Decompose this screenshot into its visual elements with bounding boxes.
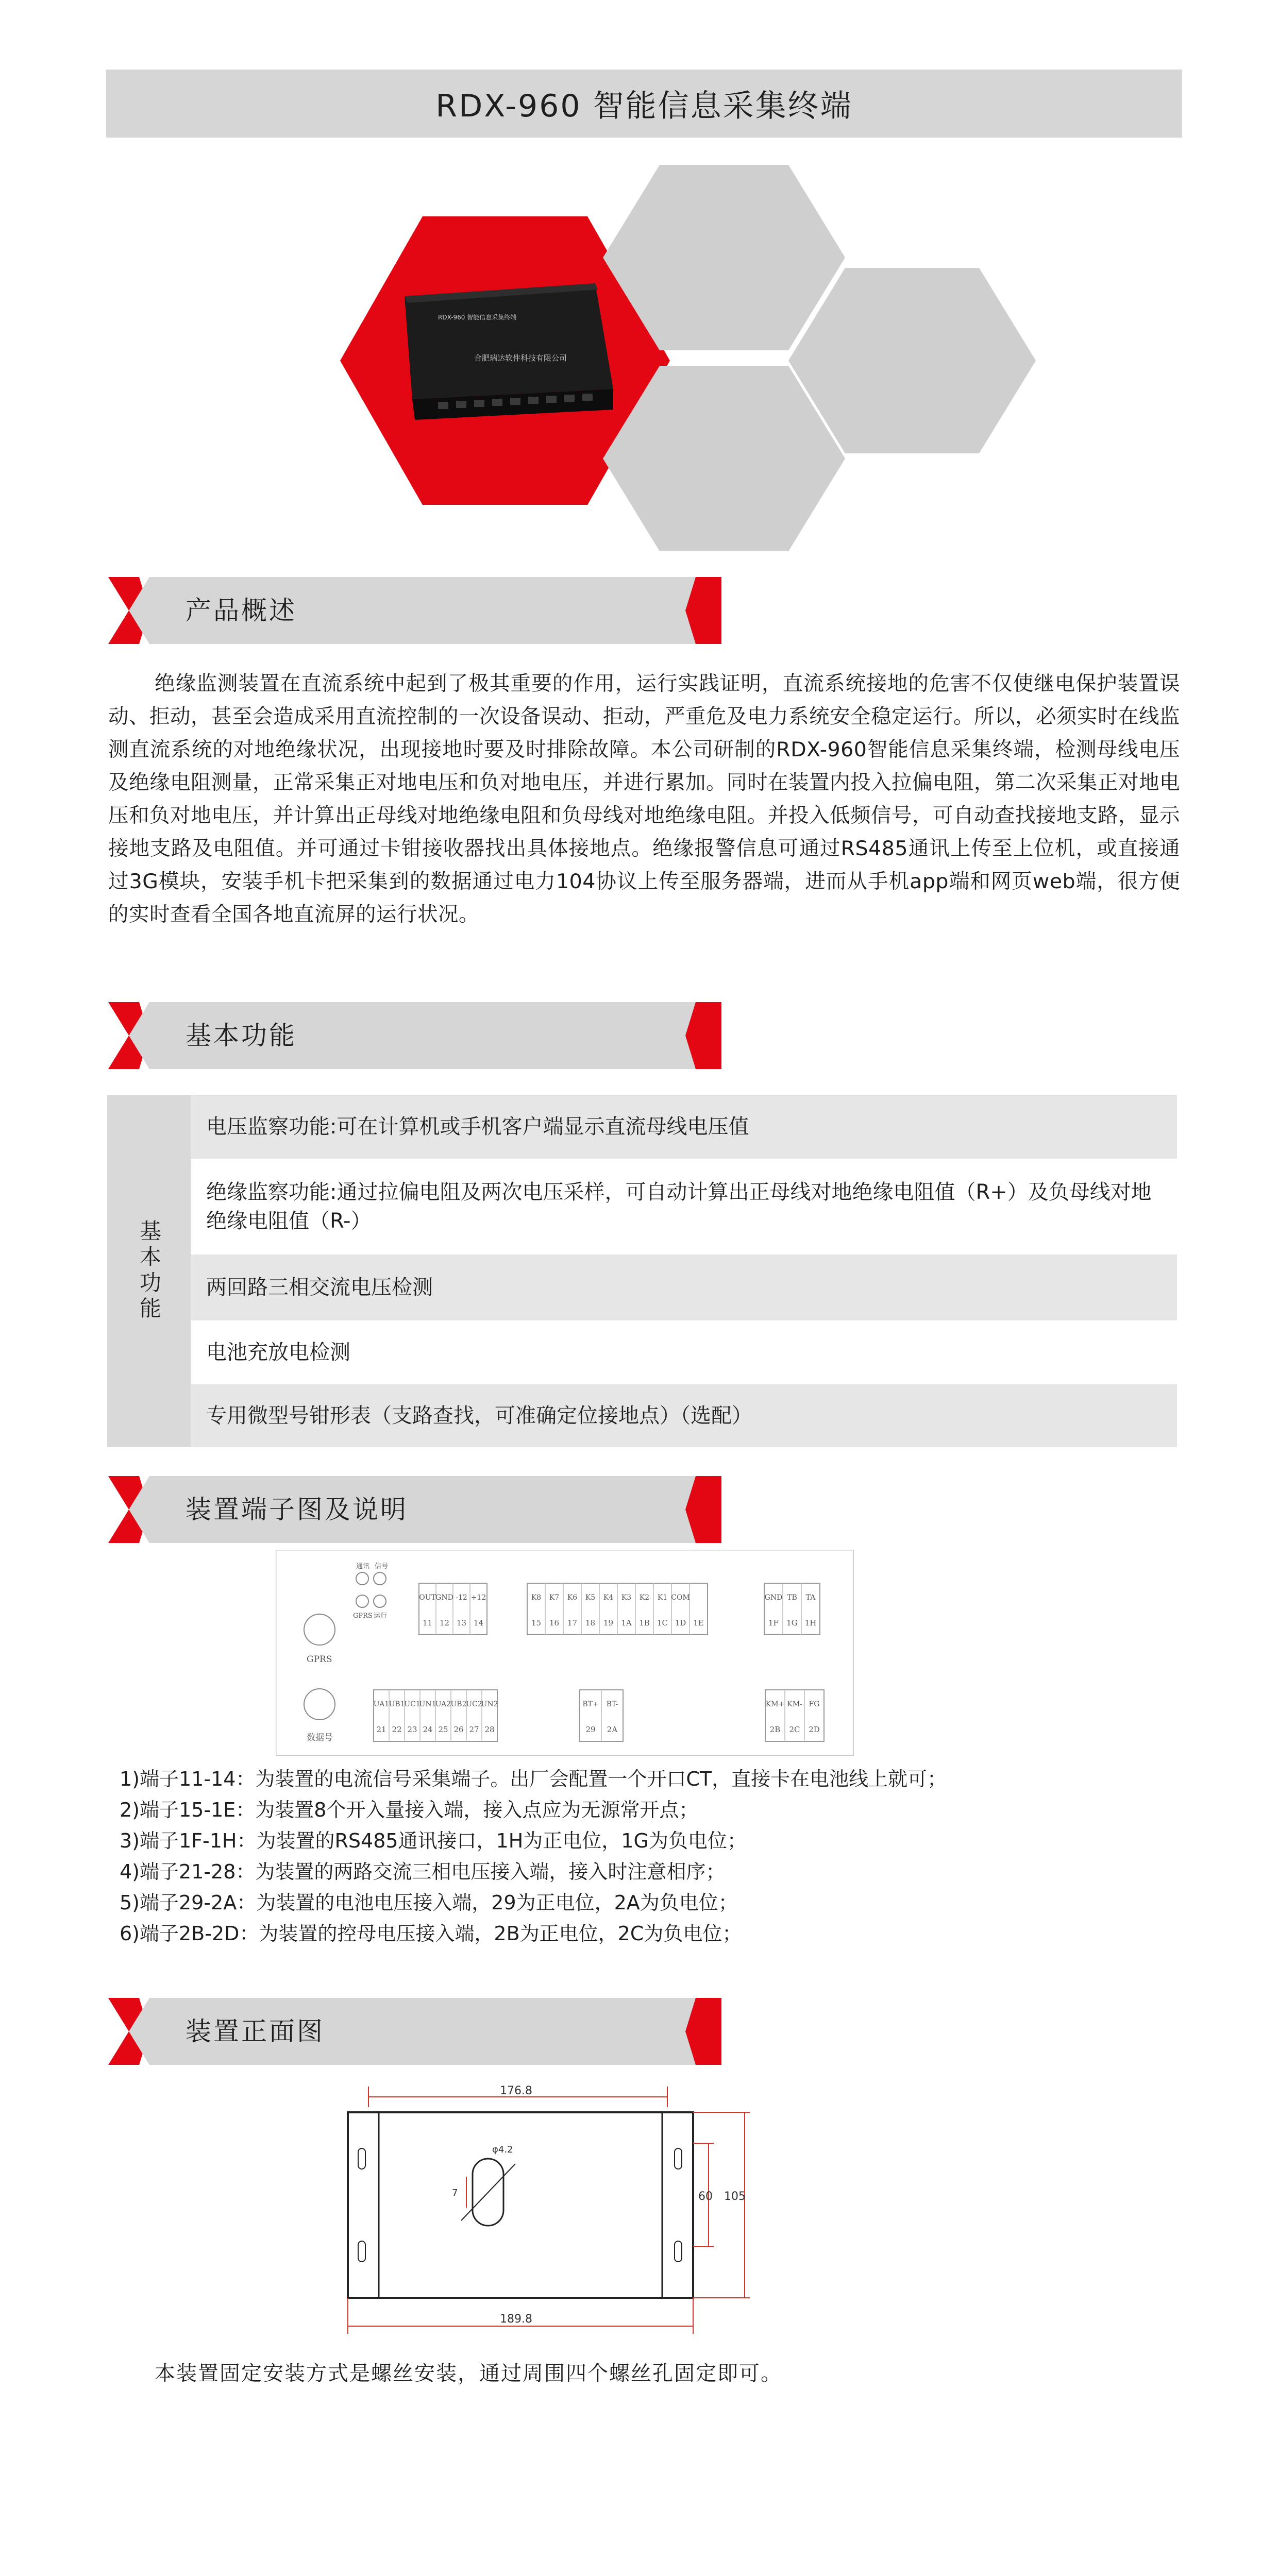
terminal-number: 16 — [549, 1618, 560, 1628]
terminal-number: 2D — [809, 1725, 820, 1734]
terminal-top-label: FG — [809, 1700, 820, 1708]
function-row — [191, 1384, 1177, 1447]
terminal-number: 1A — [621, 1618, 632, 1628]
terminal-number: 1B — [639, 1618, 650, 1628]
terminal-top-label: -12 — [456, 1594, 467, 1602]
dimension-right — [693, 2112, 750, 2298]
terminal-number: 1E — [693, 1618, 704, 1628]
terminal-top-label: K3 — [621, 1594, 632, 1602]
terminal-top-label: OUT — [419, 1594, 436, 1602]
functions-side-label: 基本功能 — [137, 1219, 162, 1323]
terminal-number: 27 — [469, 1725, 479, 1734]
terminal-top-label: BT- — [606, 1700, 618, 1708]
dimension-inner-label: 60 — [698, 2190, 713, 2203]
terminal-top-label: UB2 — [450, 1700, 467, 1708]
terminal-number: 1H — [804, 1618, 817, 1628]
terminal-note: 2)端子15-1E：为装置8个开入量接入端，接入点应为无源常开点； — [120, 1799, 699, 1821]
led-label: 通讯 — [356, 1563, 370, 1570]
terminal-note: 6)端子2B-2D：为装置的控母电压接入端，2B为正电位，2C为负电位； — [120, 1922, 742, 1945]
terminal-number: 1D — [675, 1618, 686, 1628]
terminal-top-label: K4 — [603, 1594, 614, 1602]
functions-side-label-cell — [107, 1095, 191, 1447]
function-row-text: 两回路三相交流电压检测 — [206, 1276, 433, 1299]
led-label: GPRS — [353, 1612, 373, 1620]
terminal-number: 25 — [438, 1725, 448, 1734]
gprs-port-label: GPRS — [307, 1654, 332, 1665]
terminal-number: 2C — [789, 1725, 800, 1734]
terminal-top-label: GND — [435, 1594, 453, 1602]
terminal-top-label: K7 — [549, 1594, 560, 1602]
terminal-number: 24 — [423, 1725, 433, 1734]
terminal-number: 15 — [531, 1618, 542, 1628]
terminal-top-label: K6 — [567, 1594, 578, 1602]
terminal-number: 1F — [768, 1618, 779, 1628]
section-header-front — [108, 1998, 721, 2065]
terminal-number: 1C — [657, 1618, 668, 1628]
hole-diameter-label: φ4.2 — [492, 2144, 513, 2155]
terminal-top-label: UC1 — [404, 1700, 421, 1708]
mount-hole — [358, 2148, 365, 2169]
terminal-number: 17 — [567, 1618, 578, 1628]
led-label: 信号 — [375, 1563, 389, 1570]
terminal-top-label: K2 — [639, 1594, 650, 1602]
page-title: RDX-960 智能信息采集终端 — [435, 88, 853, 124]
device-outline — [348, 2112, 693, 2298]
function-row — [191, 1159, 1177, 1255]
dimension-top-label: 176.8 — [500, 2084, 532, 2097]
mount-hole — [358, 2241, 365, 2262]
function-row-text: 电池充放电检测 — [206, 1341, 350, 1364]
function-row — [191, 1095, 1177, 1159]
terminal-number: 1G — [786, 1618, 798, 1628]
terminal-number: 28 — [484, 1725, 495, 1734]
terminal-number: 29 — [585, 1725, 596, 1734]
section-header-terminals — [108, 1476, 721, 1543]
terminal-number: 21 — [376, 1725, 386, 1734]
terminal-top-label: UB1 — [389, 1700, 405, 1708]
terminal-number: 23 — [407, 1725, 417, 1734]
overview-paragraph: 绝缘监测装置在直流系统中起到了极其重要的作用，运行实践证明，直流系统接地的危害不仅使继电保护装置误动、拒动，甚至会造成采用直流控制的一次设备误动、拒动，严重危及电力系统安全稳定运行。所以，必须实时在线监测直流系统的对地绝缘状况，出现接地时要及时排除故障。本公司研制的RDX-960智能信息采集终端，检测母线电压及绝缘电阻测量，正常采集正对地电压和负对地电压，并进行累加。同时在装置内投入拉偏电阻，第二次采集正对地电压和负对地电压，并计算出正母线对地绝缘电阻和负母线对地绝缘电阻。并投入低频信号，可自动查找接地支路，显示接地支路及电阻值。并可通过卡钳接收器找出具体接地点。绝缘报警信息可通过RS485通讯上传至上位机，或直接通过3G模块，安装手机卡把采集到的数据通过电力104协议上传至服务器端，进而从手机app端和网页web端，很方便的实时查看全国各地直流屏的运行状况。 — [108, 672, 1180, 926]
terminal-number: 19 — [603, 1618, 614, 1628]
function-row-text: 电压监察功能:可在计算机或手机客户端显示直流母线电压值 — [206, 1115, 749, 1139]
terminal-top-label: K5 — [585, 1594, 596, 1602]
terminal-note: 1)端子11-14：为装置的电流信号采集端子。出厂会配置一个开口CT，直接卡在电池线上就可； — [120, 1768, 947, 1790]
section-title-overview: 产品概述 — [186, 596, 297, 625]
terminal-top-label: K8 — [531, 1594, 542, 1602]
terminal-number: 2A — [607, 1725, 618, 1734]
function-row-text: 绝缘监察功能:通过拉偏电阻及两次电压采样，可自动计算出正母线对地绝缘电阻值（R+）及负母线对地绝缘电阻值（R-） — [206, 1180, 1152, 1233]
terminal-note: 3)端子1F-1H：为装置的RS485通讯接口，1H为正电位，1G为负电位； — [120, 1829, 747, 1852]
mount-hole — [675, 2148, 682, 2169]
function-row-text: 专用微型号钳形表（支路查找，可准确定位接地点）（选配） — [206, 1404, 752, 1428]
front-view-diagram — [338, 2076, 791, 2354]
terminal-top-label: GND — [764, 1594, 783, 1602]
terminal-panel-border — [276, 1550, 854, 1756]
hero-graphic — [309, 155, 1041, 577]
mount-hole — [675, 2241, 682, 2262]
device-image — [405, 283, 613, 420]
terminal-top-label: K1 — [657, 1594, 668, 1602]
section-header-overview — [108, 577, 721, 644]
terminal-top-label: KM+ — [765, 1700, 785, 1708]
slot-height-label: 7 — [452, 2188, 458, 2198]
front-caption: 本装置固定安装方式是螺丝安装，通过周围四个螺丝孔固定即可。 — [155, 2362, 782, 2385]
functions-table — [107, 1095, 1177, 1447]
terminal-top-label: TB — [787, 1594, 797, 1602]
terminal-number: 26 — [453, 1725, 464, 1734]
terminal-top-label: UA1 — [373, 1700, 390, 1708]
dimension-outer-label: 105 — [724, 2190, 746, 2203]
terminal-diagram — [276, 1550, 854, 1756]
terminal-number: 18 — [585, 1618, 596, 1628]
dimension-bottom-label: 189.8 — [500, 2313, 532, 2326]
terminal-number: 14 — [473, 1618, 484, 1628]
section-title-front: 装置正面图 — [186, 2016, 325, 2046]
terminal-top-label: UN2 — [481, 1700, 498, 1708]
page-title-bar — [106, 70, 1182, 138]
terminal-top-label: BT+ — [582, 1700, 599, 1708]
terminal-top-label: +12 — [470, 1594, 486, 1602]
terminal-note: 4)端子21-28：为装置的两路交流三相电压接入端，接入时注意相序； — [120, 1860, 726, 1883]
terminal-number: 12 — [439, 1618, 450, 1628]
hex-gray-right — [788, 268, 1036, 453]
center-slot — [461, 2159, 515, 2226]
data-port-label: 数据号 — [307, 1733, 333, 1743]
device-company: 合肥瑞达软件科技有限公司 — [474, 353, 567, 363]
terminal-note: 5)端子29-2A：为装置的电池电压接入端，29为正电位，2A为负电位； — [120, 1891, 738, 1914]
terminal-top-label: TA — [805, 1594, 816, 1602]
section-header-functions — [108, 1002, 721, 1069]
terminal-number: 13 — [456, 1618, 467, 1628]
section-title-terminals: 装置端子图及说明 — [186, 1495, 408, 1524]
device-label: RDX-960 智能信息采集终端 — [438, 314, 517, 321]
terminal-top-label: UN1 — [419, 1700, 436, 1708]
led-label: 运行 — [374, 1612, 388, 1620]
function-row — [191, 1320, 1177, 1384]
function-row — [191, 1255, 1177, 1320]
terminal-top-label: UC2 — [466, 1700, 482, 1708]
terminal-top-label: COM — [671, 1594, 690, 1602]
terminal-number: 2B — [769, 1725, 781, 1734]
section-title-functions: 基本功能 — [186, 1021, 297, 1050]
terminal-top-label: KM- — [787, 1700, 802, 1708]
terminal-number: 11 — [422, 1618, 433, 1628]
terminal-top-label: UA2 — [435, 1700, 451, 1708]
terminal-number: 22 — [392, 1725, 402, 1734]
